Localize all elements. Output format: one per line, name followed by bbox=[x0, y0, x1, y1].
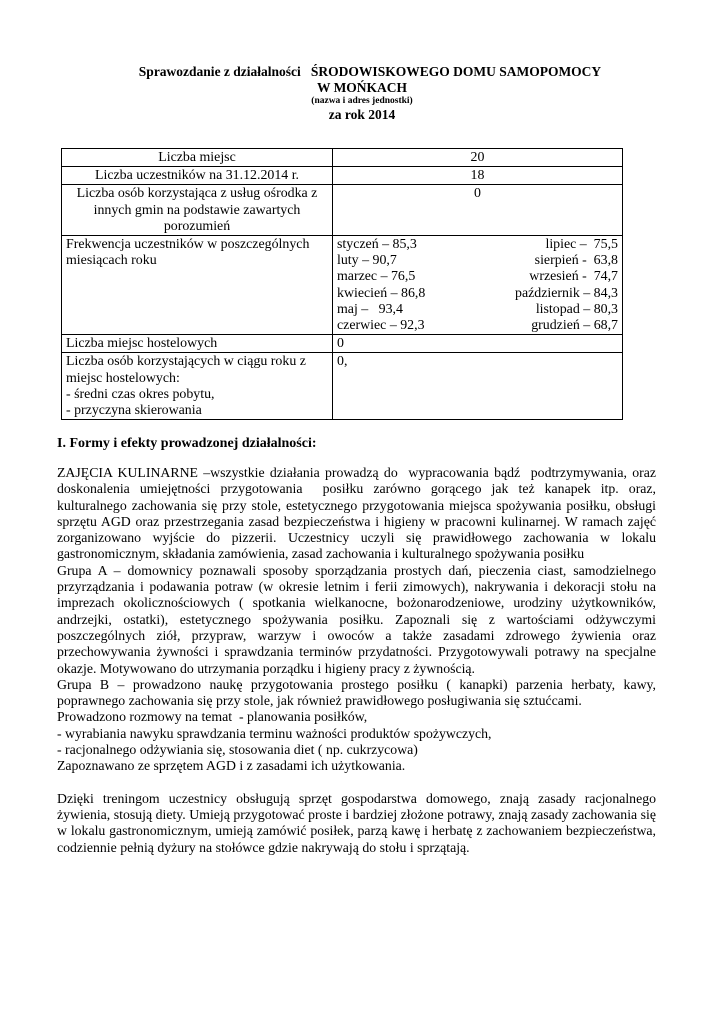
row-label: Liczba osób korzystająca z usług ośrodka z innych gmin na podstawie zawartych porozumień bbox=[62, 185, 333, 236]
paragraph: Zapoznawano ze sprzętem AGD i z zasadami ich użytkowania. bbox=[57, 758, 406, 774]
row-label: Liczba osób korzystających w ciągu roku z miejsc hostelowych: bbox=[66, 354, 306, 386]
table-row bbox=[62, 167, 623, 185]
row-value: 20 bbox=[333, 149, 623, 167]
month-value: sierpień - 63,8 bbox=[534, 253, 618, 269]
month-value: grudzień – 68,7 bbox=[531, 318, 618, 334]
row-value: 18 bbox=[333, 167, 623, 185]
table-row bbox=[62, 353, 623, 420]
summary-table bbox=[61, 148, 623, 420]
paragraph: - wyrabiania nawyku sprawdzania terminu ważności produktów spożywczych, bbox=[57, 725, 492, 741]
paragraph: Dzięki treningom uczestnicy obsługują sprzęt gospodarstwa domowego, znają zasady racjonalnego żywienia, stosują diety. Umieją przygotować proste i bardziej złożone potrawy, znają zasady zachowania się w lokalu gastronomicznym, umieją zamówić posiłek, parzą kawę i herbatę z zachowaniem bezpieczeństwa, codziennie pełnią dyżury na stołówce gdzie nakrywają do stołu i sprzątają. bbox=[57, 790, 656, 855]
month-value: lipiec – 75,5 bbox=[545, 237, 618, 253]
month-value: listopad – 80,3 bbox=[535, 301, 618, 317]
month-value: styczeń – 85,3 bbox=[337, 237, 417, 253]
report-title: Sprawozdanie z działalności ŚRODOWISKOWEGO DOMU SAMOPOMOCY bbox=[138, 64, 602, 79]
paragraph: Grupa A – domownicy poznawali sposoby sporządzania prostych dań, pieczenia ciast, samodzielnego przyrządzania i podawania potraw (w okresie letnim i ferii zimowych), nakrywania i dekoracji stołu na imprezach okolicznościowych ( spotkania wielkanocne, bożonarodzeniowe, urodziny użytkowników, andrzejki, ostatki), estetycznego spożywania posiłku. Zapoznali się z wartościami odżywczymi poszczególnych ziół, przypraw, warzyw i owoców a także zasadami zdrowego żywienia oraz przechowywania żywności i sprawdzania terminów przydatności. Przygotowywali potrawy na specjalne okazje. Motywowano do utrzymania porządku i higieny pracy z żywnością. bbox=[57, 562, 656, 676]
months-second-half bbox=[515, 237, 618, 334]
months-first-half bbox=[337, 237, 425, 334]
table-row bbox=[62, 236, 623, 335]
unit-note: (nazwa i adres jednostki) bbox=[311, 96, 413, 106]
paragraph: Grupa B – prowadzono naukę przygotowania prostego posiłku ( kanapki) parzenia herbaty, kawy, poprawnego zachowania się przy stole, jak również prawidłowego posługiwania się sztućcami. bbox=[57, 676, 656, 709]
paragraph: - racjonalnego odżywiania się, stosowania diet ( np. cukrzycowa) bbox=[57, 742, 418, 758]
month-value: luty – 90,7 bbox=[337, 253, 397, 269]
row-value: 0 bbox=[333, 335, 623, 353]
row-label: Liczba miejsc bbox=[62, 149, 333, 167]
report-location: W MOŃKACH bbox=[316, 80, 408, 95]
month-value: marzec – 76,5 bbox=[337, 269, 416, 285]
month-value: maj – 93,4 bbox=[337, 301, 403, 317]
row-label: Frekwencja uczestników w poszczególnych miesiącach roku bbox=[62, 236, 333, 335]
row-sublabel: - przyczyna skierowania bbox=[66, 403, 202, 419]
month-value: czerwiec – 92,3 bbox=[337, 318, 425, 334]
section-body bbox=[57, 465, 660, 856]
month-value: wrzesień - 74,7 bbox=[529, 269, 618, 285]
row-label-group bbox=[62, 353, 333, 420]
monthly-attendance bbox=[333, 236, 623, 335]
row-sublabel: - średni czas okres pobytu, bbox=[66, 386, 215, 402]
table-row bbox=[62, 185, 623, 236]
section-title: I. Formy i efekty prowadzonej działalności: bbox=[57, 436, 317, 451]
month-value: kwiecień – 86,8 bbox=[337, 285, 426, 301]
paragraph: ZAJĘCIA KULINARNE –wszystkie działania prowadzą do wypracowania bądź podtrzymywania, oraz doskonalenia umiejętności przygotowania posiłku zarówno gorącego jak też kanapek itp. oraz, kulturalnego zachowania się przy stole, estetycznego przygotowania miejsca spożywania posiłku, obsługi sprzętu AGD oraz przestrzegania zasad bezpieczeństwa i higieny w pracowni kulinarnej. W ramach zajęć zorganizowano wyjście do pizzerii. Uczestnicy uczyli się prawidłowego zachowania w lokalu gastronomicznym, składania zamówienia, zasad zachowania i kulturalnego spożywania posiłku bbox=[57, 465, 660, 562]
document-header bbox=[0, 64, 724, 123]
row-label: Liczba uczestników na 31.12.2014 r. bbox=[62, 167, 333, 185]
table-row bbox=[62, 149, 623, 167]
month-value: październik – 84,3 bbox=[515, 285, 618, 301]
row-value: 0, bbox=[333, 353, 623, 420]
row-value: 0 bbox=[333, 185, 623, 236]
row-label: Liczba miejsc hostelowych bbox=[62, 335, 333, 353]
table-row bbox=[62, 335, 623, 353]
report-year: za rok 2014 bbox=[328, 107, 396, 122]
paragraph: Prowadzono rozmowy na temat - planowania posiłków, bbox=[57, 709, 368, 725]
